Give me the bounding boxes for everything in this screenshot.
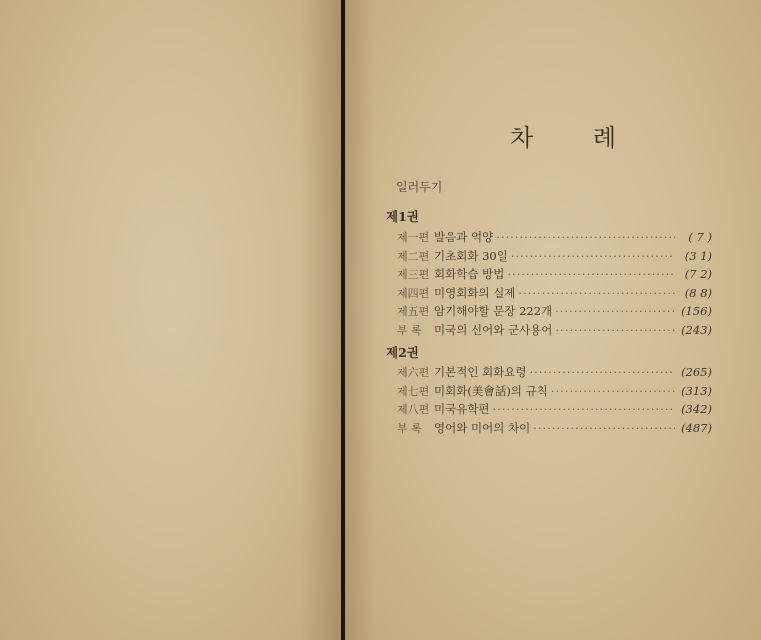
page-number: ( 7 ) — [688, 230, 712, 244]
page-number: (487) — [681, 420, 712, 435]
chapter-title: 미영회화의 실제 — [434, 285, 516, 300]
page-number: (342) — [681, 402, 712, 416]
chapter-number: 부 록 — [397, 323, 422, 337]
chapter-title: 미국유학편 — [434, 402, 490, 416]
page-title: 차 례 — [510, 124, 642, 152]
dot-leader — [518, 286, 675, 300]
toc-entry — [397, 322, 712, 341]
page-number: (265) — [681, 365, 712, 379]
toc-entry — [397, 364, 712, 383]
chapter-title: 기본적인 회화요령 — [434, 365, 527, 379]
left-page — [0, 0, 341, 640]
chapter-number: 제四편 — [397, 286, 430, 300]
chapter-title: 발음과 억양 — [434, 230, 494, 244]
chapter-title: 미국의 신어와 군사용어 — [434, 322, 553, 337]
toc-entry — [397, 401, 712, 420]
page-number: (313) — [681, 383, 712, 398]
volume-2-heading: 제2권 — [386, 345, 419, 360]
dot-leader — [533, 421, 675, 435]
page-number: (243) — [681, 322, 712, 337]
chapter-number: 제七편 — [397, 384, 430, 398]
chapter-title: 암기해야할 문장 222개 — [434, 304, 553, 318]
chapter-number: 제一편 — [397, 231, 430, 244]
toc-entry — [397, 248, 712, 267]
dot-leader — [511, 249, 675, 263]
volume-1-heading: 제1권 — [386, 209, 419, 224]
dot-leader — [493, 402, 675, 416]
page-number: (8 8) — [684, 285, 712, 300]
toc-entry — [397, 420, 712, 439]
right-page — [345, 0, 761, 640]
dot-leader — [530, 365, 675, 379]
volume-1-toc — [397, 229, 712, 340]
toc-entry — [397, 303, 712, 322]
dot-leader — [551, 384, 675, 398]
chapter-title: 회화학습 방법 — [434, 267, 505, 281]
chapter-number: 제五편 — [397, 305, 430, 318]
page-number: (3 1) — [684, 248, 712, 263]
chapter-number: 제三편 — [397, 268, 430, 281]
toc-entry — [397, 285, 712, 304]
page-number: (156) — [681, 304, 712, 318]
volume-2-toc — [397, 364, 712, 438]
toc-entry — [397, 229, 712, 248]
chapter-number: 제六편 — [397, 366, 430, 379]
page-number: (7 2) — [684, 267, 712, 281]
preface-entry: 일러두기 — [396, 180, 443, 194]
chapter-title: 미회화(美會話)의 규칙 — [434, 383, 548, 398]
dot-leader — [507, 267, 675, 281]
chapter-title: 기초회화 30일 — [434, 248, 508, 263]
dot-leader — [555, 323, 675, 337]
chapter-number: 제八편 — [397, 403, 430, 416]
chapter-number: 부 록 — [397, 421, 422, 435]
toc-entry — [397, 383, 712, 402]
chapter-number: 제二편 — [397, 249, 430, 263]
chapter-title: 영어와 미어의 차이 — [434, 420, 531, 435]
dot-leader — [555, 304, 675, 318]
toc-entry — [397, 266, 712, 285]
dot-leader — [496, 230, 675, 244]
